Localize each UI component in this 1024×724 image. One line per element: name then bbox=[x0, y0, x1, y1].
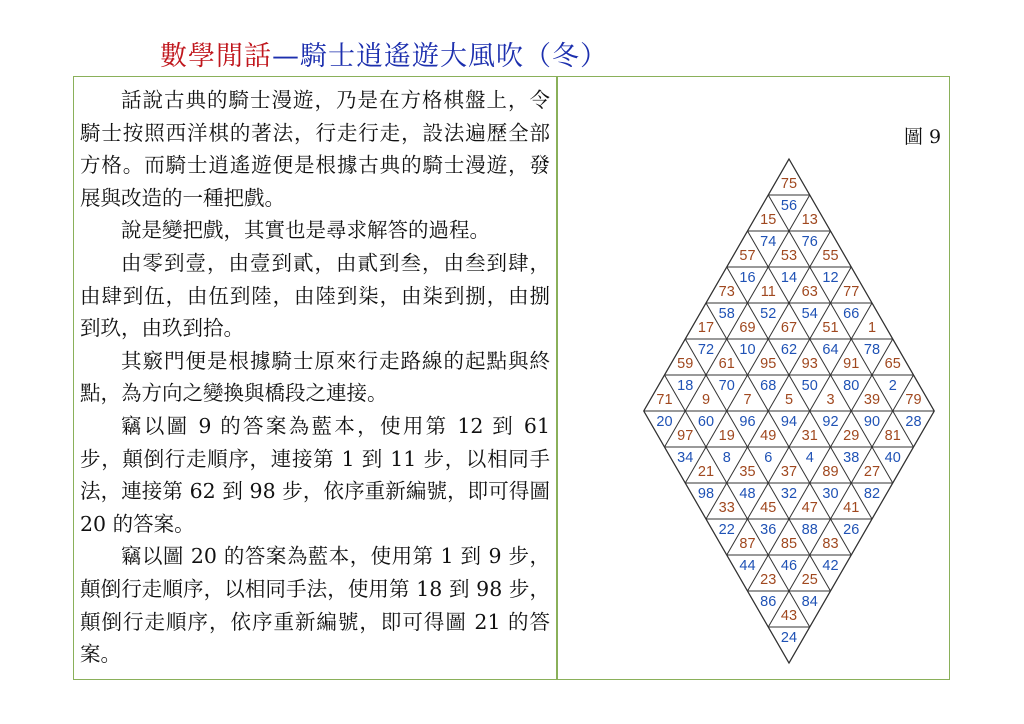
cell-number: 51 bbox=[822, 320, 839, 337]
cell-number: 29 bbox=[843, 428, 860, 445]
cell-number: 32 bbox=[780, 485, 798, 502]
cell-number: 64 bbox=[822, 341, 839, 358]
title-main: 數學閒話 bbox=[160, 41, 272, 72]
cell-number: 26 bbox=[843, 521, 860, 538]
cell-number: 66 bbox=[843, 305, 860, 322]
cell-number: 35 bbox=[739, 464, 756, 481]
cell-number: 3 bbox=[826, 392, 835, 409]
cell-number: 81 bbox=[884, 428, 901, 445]
cell-number: 62 bbox=[780, 341, 798, 358]
cell-number: 63 bbox=[801, 284, 818, 301]
cell-number: 60 bbox=[697, 413, 715, 430]
cell-number: 36 bbox=[760, 521, 777, 538]
title-sub: —騎士逍遙遊大風吹（冬） bbox=[272, 41, 608, 72]
cell-number: 21 bbox=[697, 464, 715, 481]
cell-number: 79 bbox=[905, 392, 922, 409]
cell-number: 98 bbox=[697, 485, 715, 502]
cell-number: 84 bbox=[801, 593, 818, 610]
cell-number: 56 bbox=[780, 197, 798, 214]
cell-number: 93 bbox=[801, 356, 818, 373]
cell-number: 8 bbox=[722, 449, 731, 466]
cell-number: 47 bbox=[801, 500, 818, 517]
cell-number: 78 bbox=[863, 341, 881, 358]
cell-number: 27 bbox=[863, 464, 881, 481]
cell-number: 37 bbox=[780, 464, 798, 481]
cell-number: 67 bbox=[780, 320, 798, 337]
cell-number: 83 bbox=[822, 536, 839, 553]
cell-number: 5 bbox=[784, 392, 794, 409]
cell-number: 14 bbox=[780, 269, 798, 286]
cell-number: 76 bbox=[801, 233, 818, 250]
cell-number: 39 bbox=[863, 392, 881, 409]
cell-number: 2 bbox=[888, 377, 897, 394]
paragraph: 竊以圖 20 的答案為藍本，使用第 1 到 9 步，顛倒行走順序，以相同手法，使用第 18 到 98 步，顛倒行走順序，依序重新編號，即可得圖 21 的答案。 bbox=[80, 544, 550, 667]
cell-number: 89 bbox=[822, 464, 839, 481]
cell-number: 57 bbox=[739, 248, 756, 265]
cell-number: 38 bbox=[843, 449, 860, 466]
cell-number: 30 bbox=[822, 485, 839, 502]
cell-number: 55 bbox=[822, 248, 839, 265]
cell-number: 73 bbox=[718, 284, 735, 301]
paragraph: 說是變把戲，其實也是尋求解答的過程。 bbox=[121, 218, 490, 243]
paragraph: 其竅門便是根據騎士原來行走路線的起點與終點，為方向之變換與橋段之連接。 bbox=[80, 348, 550, 406]
cell-number: 20 bbox=[656, 413, 673, 430]
cell-number: 86 bbox=[760, 593, 777, 610]
cell-number: 80 bbox=[843, 377, 860, 394]
cell-number: 72 bbox=[697, 341, 715, 358]
cell-number: 87 bbox=[739, 536, 756, 553]
cell-number: 17 bbox=[697, 320, 715, 337]
cell-number: 82 bbox=[863, 485, 881, 502]
cell-number: 13 bbox=[801, 212, 818, 229]
cell-number: 69 bbox=[739, 320, 756, 337]
cell-number: 68 bbox=[760, 377, 777, 394]
cell-number: 33 bbox=[718, 500, 735, 517]
cell-number: 53 bbox=[780, 248, 798, 265]
cell-number: 50 bbox=[801, 377, 818, 394]
cell-number: 46 bbox=[780, 557, 798, 574]
cell-number: 48 bbox=[739, 485, 756, 502]
cell-number: 31 bbox=[801, 428, 818, 445]
cell-number: 75 bbox=[780, 176, 798, 193]
paragraph: 由零到壹，由壹到貳，由貳到叁，由叁到肆，由肆到伍，由伍到陸，由陸到柒，由柒到捌，由捌到玖，由玖到拾。 bbox=[80, 250, 550, 341]
cell-number: 95 bbox=[760, 356, 777, 373]
cell-number: 74 bbox=[760, 233, 777, 250]
paragraph: 話說古典的騎士漫遊，乃是在方格棋盤上，令騎士按照西洋棋的著法，行走行走，設法遍歷全部方格。而騎士逍遙遊便是根據古典的騎士漫遊，發展與改造的一種把戲。 bbox=[80, 88, 550, 210]
cell-number: 1 bbox=[867, 320, 877, 337]
cell-number: 71 bbox=[656, 392, 673, 409]
cell-number: 94 bbox=[780, 413, 798, 430]
cell-number: 96 bbox=[739, 413, 756, 430]
cell-number: 28 bbox=[905, 413, 922, 430]
cell-number: 61 bbox=[718, 356, 735, 373]
cell-number: 42 bbox=[822, 557, 839, 574]
cell-number: 43 bbox=[780, 608, 798, 625]
cell-number: 10 bbox=[739, 341, 756, 358]
cell-number: 12 bbox=[822, 269, 839, 286]
cell-number: 34 bbox=[677, 449, 694, 466]
cell-number: 59 bbox=[677, 356, 694, 373]
cell-number: 97 bbox=[677, 428, 694, 445]
cell-number: 9 bbox=[701, 392, 711, 409]
cell-number: 22 bbox=[718, 521, 735, 538]
cell-number: 49 bbox=[760, 428, 777, 445]
cell-number: 65 bbox=[884, 356, 901, 373]
cell-number: 4 bbox=[805, 449, 814, 466]
paragraph: 竊以圖 9 的答案為藍本，使用第 12 到 61 步，顛倒行走順序，連接第 1 到 11 步，以相同手法，連接第 62 到 98 步，依序重新編號，即可得圖 20 的答案。 bbox=[80, 413, 550, 536]
cell-number: 23 bbox=[760, 572, 777, 589]
cell-number: 70 bbox=[718, 377, 735, 394]
cell-number: 16 bbox=[739, 269, 756, 286]
cell-number: 44 bbox=[739, 557, 756, 574]
cell-number: 85 bbox=[780, 536, 798, 553]
cell-number: 92 bbox=[822, 413, 839, 430]
cell-number: 18 bbox=[677, 377, 694, 394]
cell-number: 7 bbox=[743, 392, 752, 409]
cell-number: 45 bbox=[760, 500, 777, 517]
cell-number: 54 bbox=[801, 305, 818, 322]
cell-number: 40 bbox=[884, 449, 901, 466]
cell-number: 11 bbox=[760, 284, 776, 301]
cell-number: 77 bbox=[843, 284, 860, 301]
cell-number: 52 bbox=[760, 305, 777, 322]
cell-number: 88 bbox=[801, 521, 818, 538]
cell-number: 25 bbox=[801, 572, 818, 589]
cell-number: 90 bbox=[863, 413, 881, 430]
cell-number: 19 bbox=[718, 428, 735, 445]
figure-label: 圖 9 bbox=[904, 126, 942, 148]
cell-number: 15 bbox=[760, 212, 777, 229]
cell-number: 6 bbox=[764, 449, 773, 466]
cell-number: 24 bbox=[780, 629, 798, 646]
cell-number: 58 bbox=[718, 305, 735, 322]
cell-number: 41 bbox=[843, 500, 860, 517]
cell-number: 91 bbox=[843, 356, 860, 373]
